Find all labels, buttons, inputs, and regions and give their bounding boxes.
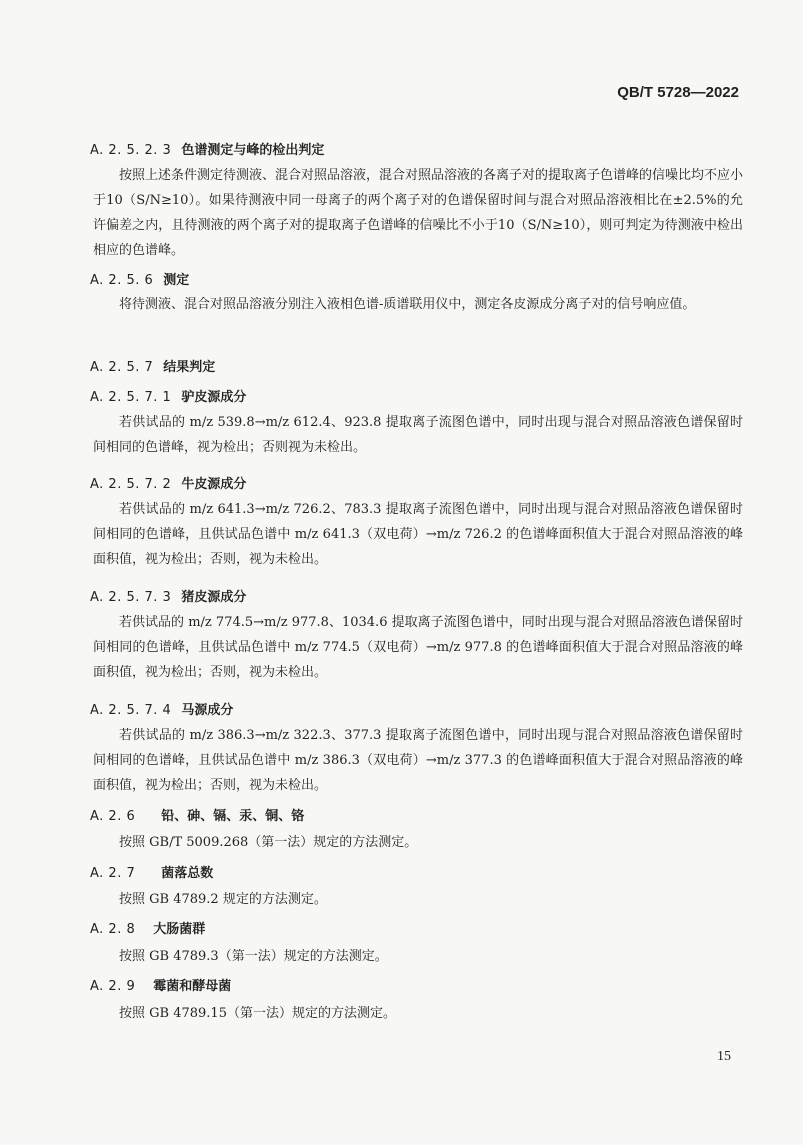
section-paragraph: 若供试品的 m/z 386.3→m/z 322.3、377.3 提取离子流图色谱中，同时出现与混合对照品溶液色谱保留时间相同的色谱峰，且供试品色谱中 m/z 386.3（双电荷）→m/z 377.3 的色谱峰面积值大于混合对照品溶液的峰面积值，视为检出；否则，视为未检出。 [93,728,743,793]
section-heading [90,862,213,881]
section-heading [90,699,233,718]
section-heading [90,386,246,405]
section-title: 驴皮源成分 [181,390,247,405]
section-title: 铅、砷、镉、汞、铜、铬 [161,809,305,824]
section-heading [90,586,246,605]
section-title: 猪皮源成分 [181,590,247,605]
section-title: 牛皮源成分 [181,477,247,492]
section-paragraph: 若供试品的 m/z 641.3→m/z 726.2、783.3 提取离子流图色谱中，同时出现与混合对照品溶液色谱保留时间相同的色谱峰，且供试品色谱中 m/z 641.3（双电荷）→m/z 726.2 的色谱峰面积值大于混合对照品溶液的峰面积值，视为检出；否则，视为未检出。 [93,502,743,567]
section-paragraph: 按照上述条件测定待测液、混合对照品溶液，混合对照品溶液的各离子对的提取离子色谱峰的信噪比均不应小于10（S/N≥10）。如果待测液中同一母离子的两个离子对的色谱保留时间与混合对照品溶液相比在±2.5%的允许偏差之内，且待测液的两个离子对的提取离子色谱峰的信噪比不小于10（S/N≥10），则可判定为待测液中检出相应的色谱峰。 [93,168,744,258]
section-number: A. 2. 5. 7. 4 [90,703,172,718]
section-number: A. 2. 5. 7. 2 [90,477,172,492]
section-title: 色谱测定与峰的检出判定 [181,143,325,158]
section-heading [90,356,215,375]
section-heading [90,269,189,288]
page-number: 15 [717,1049,731,1064]
section-title: 马源成分 [181,703,234,718]
section-title: 测定 [163,273,190,288]
section-title: 霉菌和酵母菌 [153,979,232,994]
section-number: A. 2. 8 [90,922,136,937]
standard-code: QB/T 5728—2022 [617,84,739,101]
section-paragraph: 将待测液、混合对照品溶液分别注入液相色谱-质谱联用仪中，测定各皮源成分离子对的信号响应值。 [119,297,696,312]
section-title: 大肠菌群 [153,922,206,937]
section-heading [90,139,324,158]
section-heading [90,975,231,994]
section-number: A. 2. 5. 7. 3 [90,590,172,605]
section-paragraph: 按照 GB 4789.2 规定的方法测定。 [119,892,327,907]
section-paragraph: 按照 GB/T 5009.268（第一法）规定的方法测定。 [119,835,418,850]
section-heading [90,473,246,492]
section-paragraph: 按照 GB 4789.15（第一法）规定的方法测定。 [119,1006,396,1021]
section-heading [90,918,205,937]
section-paragraph: 按照 GB 4789.3（第一法）规定的方法测定。 [119,949,388,964]
section-number: A. 2. 6 [90,809,136,824]
section-number: A. 2. 5. 7. 1 [90,390,172,405]
section-title: 菌落总数 [161,866,214,881]
section-title: 结果判定 [163,360,216,375]
section-number: A. 2. 5. 7 [90,360,154,375]
section-number: A. 2. 5. 2. 3 [90,143,172,158]
section-paragraph: 若供试品的 m/z 774.5→m/z 977.8、1034.6 提取离子流图色谱中，同时出现与混合对照品溶液色谱保留时间相同的色谱峰，且供试品色谱中 m/z 774.5（双电荷）→m/z 977.8 的色谱峰面积值大于混合对照品溶液的峰面积值，视为检出；否则，视为未检出。 [93,615,743,680]
section-number: A. 2. 7 [90,866,136,881]
section-heading [90,805,304,824]
section-number: A. 2. 9 [90,979,136,994]
section-number: A. 2. 5. 6 [90,273,154,288]
section-paragraph: 若供试品的 m/z 539.8→m/z 612.4、923.8 提取离子流图色谱中，同时出现与混合对照品溶液色谱保留时间相同的色谱峰，视为检出；否则视为未检出。 [93,415,743,455]
